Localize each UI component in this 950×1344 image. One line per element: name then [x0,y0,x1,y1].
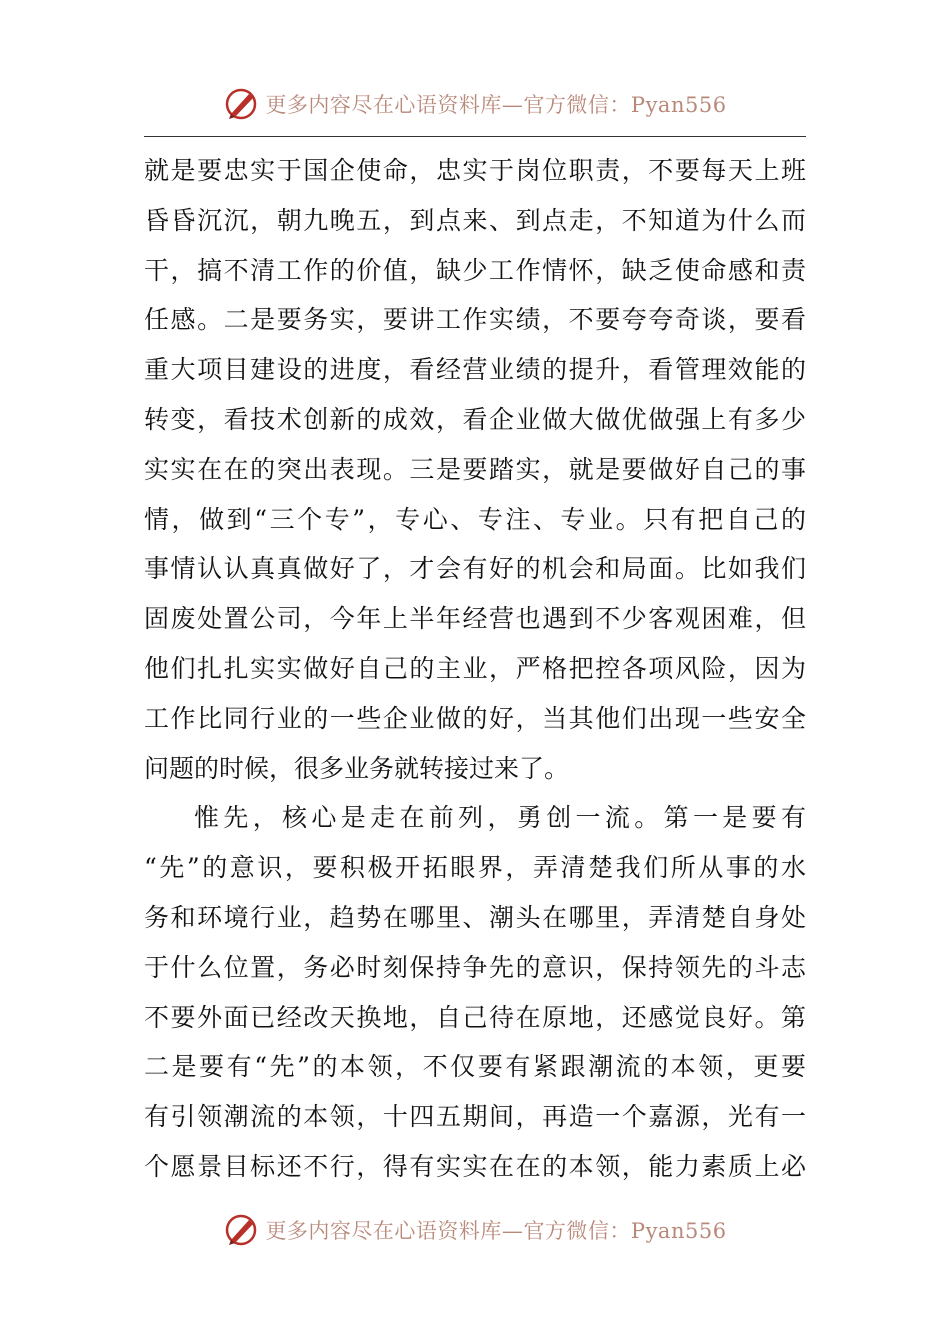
paragraph-start-line: 惟先，核心是走在前列，勇创一流。第一是要有 [194,803,806,833]
text-line: 他们扎扎实实做好自己的主业，严格把控各项风险，因为 [144,653,806,683]
text-line: 有引领潮流的本领，十四五期间，再造一个嘉源，光有一 [144,1102,806,1132]
text-line: “先”的意识，要积极开拓眼界，弄清楚我们所从事的水 [144,853,806,883]
text-line: 重大项目建设的进度，看经营业绩的提升，看管理效能的 [144,355,806,385]
header-banner [0,84,950,124]
pen-logo-icon [223,1212,259,1248]
text-line: 干，搞不清工作的价值，缺少工作情怀，缺乏使命感和责 [144,255,806,285]
text-line: 二是要有“先”的本领，不仅要有紧跟潮流的本领，更要 [144,1052,806,1082]
text-line: 昏昏沉沉，朝九晚五，到点来、到点走，不知道为什么而 [144,205,806,235]
text-line: 固废处置公司，今年上半年经营也遇到不少客观困难，但 [144,604,806,634]
text-line: 务和环境行业，趋势在哪里、潮头在哪里，弄清楚自身处 [144,902,806,932]
text-line: 转变，看技术创新的成效，看企业做大做优做强上有多少 [144,404,806,434]
text-line: 实实在在的突出表现。三是要踏实，就是要做好自己的事 [144,454,806,484]
text-line: 于什么位置，务必时刻保持争先的意识，保持领先的斗志 [144,952,806,982]
footer-contact-text: 官方微信：Pyan556 [523,1219,727,1243]
document-body [144,146,806,1192]
footer-banner [0,1210,950,1250]
header-site-text: 更多内容尽在心语资料库— [265,93,524,117]
text-line: 个愿景目标还不行，得有实实在在的本领，能力素质上必 [144,1151,806,1181]
text-line: 事情认认真真做好了，才会有好的机会和局面。比如我们 [144,554,806,584]
header-contact-text: 官方微信：Pyan556 [523,93,727,117]
text-line: 问题的时候，很多业务就转接过来了。 [144,753,570,783]
text-line: 任感。二是要务实，要讲工作实绩，不要夸夸奇谈，要看 [144,305,806,335]
header-divider [144,136,806,137]
text-line: 不要外面已经改天换地，自己待在原地，还感觉良好。第 [144,1002,806,1032]
text-line: 情，做到“三个专”，专心、专注、专业。只有把自己的 [144,504,806,534]
text-line: 就是要忠实于国企使命，忠实于岗位职责，不要每天上班 [144,156,806,185]
pen-logo-icon [223,86,259,122]
footer-site-text: 更多内容尽在心语资料库— [265,1219,524,1243]
text-line: 工作比同行业的一些企业做的好，当其他们出现一些安全 [144,703,806,733]
